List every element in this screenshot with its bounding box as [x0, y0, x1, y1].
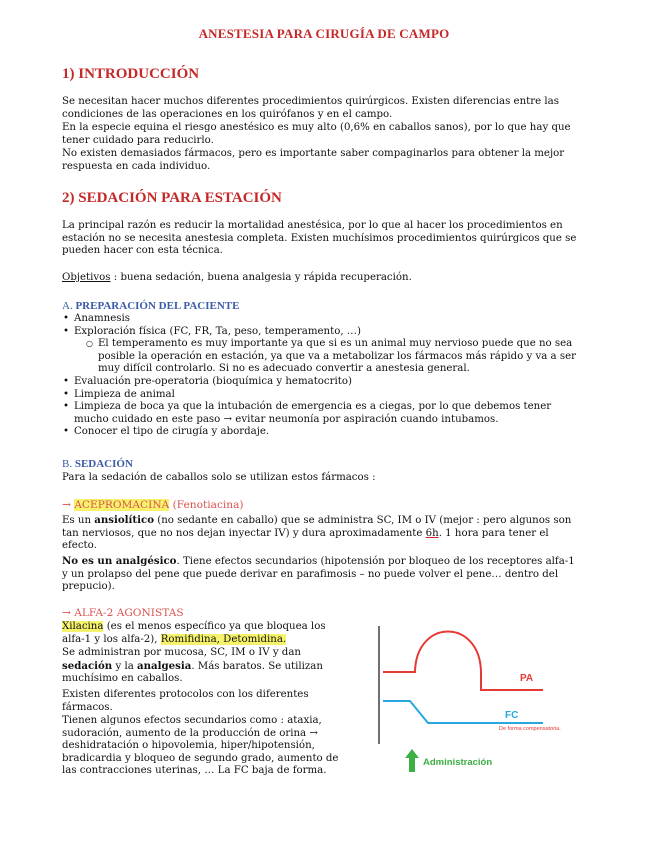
chart-legend-label: FC — [505, 710, 519, 721]
section-heading-sedacion-estacion: 2) SEDACIÓN PARA ESTACIÓN — [62, 190, 282, 206]
text-fragment: . Más baratos. Se utilizan muchísimo en caballos. — [62, 660, 323, 685]
administration-label: Administración — [423, 757, 493, 768]
drug-heading-alfa2: → ALFA-2 AGONISTAS — [62, 607, 184, 619]
document-title: ANESTESIA PARA CIRUGÍA DE CAMPO — [198, 26, 450, 41]
chart-series-line — [383, 632, 543, 691]
list-item: • Anamnesis — [62, 313, 582, 326]
sedation-drugs-intro: Para la sedación de caballos solo se utilizan estos fármacos : — [62, 472, 376, 483]
text-fragment: y la — [112, 660, 138, 672]
objectives-line — [62, 272, 582, 285]
list-item: • Evaluación pre-operatoria (bioquímica y hematocrito) — [62, 376, 582, 389]
acepromacina-paragraph-1 — [62, 514, 582, 553]
subsection-heading-sedacion — [62, 458, 133, 470]
drug-name-xilacina: Xilacina — [62, 621, 104, 632]
bold-term-no-analgesico: No es un analgésico — [62, 555, 177, 567]
intro-paragraph-1: Se necesitan hacer muchos diferentes procedimientos quirúrgicos. Existen diferencias entre las condiciones de las operaciones en los quirófanos y en el campo. — [62, 96, 559, 120]
list-item: • Limpieza de boca ya que la intubación de emergencia es a ciegas, por lo que debemos tener mucho cuidado en este paso → evitar neumonía por aspiración cuando intubamos. — [62, 401, 582, 426]
sedation-intro-paragraph: La principal razón es reducir la mortalidad anestésica, por lo que al hacer los procedimientos en estación no se necesita anestesia completa. Existen muchísimos procedimientos quirúrgicos que se pueden hacer con esta técnica. — [62, 220, 577, 257]
text-fragment: (no sedante en caballo) que se administra SC, IM o IV (mejor : pero algunos son tan nerviosos, que no nos dejan inyectar IV) y dura aproximadamente — [62, 515, 572, 539]
chart-legend-label: PA — [520, 673, 534, 684]
drug-family: (Fenotiacina) — [169, 499, 244, 511]
alfa2-paragraph-2 — [62, 647, 344, 686]
alfa2-paragraph-3: Existen diferentes protocolos con los diferentes fármacos. — [62, 689, 309, 713]
text-fragment: Es un — [62, 515, 95, 526]
alfa2-paragraph-1 — [62, 621, 344, 646]
alfa2-paragraph-4: Tienen algunos efectos secundarios como : ataxia, sudoración, aumento de la producción de orina → deshidratación o hipovolemia, hiper/hipotensión, bradicardia y bloqueo de segundo grado, aumento de las contracciones uterinas, … La FC baja de forma. — [62, 715, 339, 777]
drug-name-acepromacina: ACEPROMACINA — [74, 499, 170, 511]
objectives-text: : buena sedación, buena analgesia y rápida recuperación. — [110, 272, 412, 283]
subsection-title-preparacion: PREPARACIÓN DEL PACIENTE — [75, 300, 240, 312]
subsection-letter-b: B. — [62, 458, 73, 470]
subsection-heading-preparacion — [62, 300, 239, 312]
drug-arrow: → — [62, 499, 75, 511]
drug-heading-acepromacina — [62, 499, 244, 511]
text-fragment: Se administran por mucosa, SC, IM o IV y dan — [62, 647, 301, 658]
list-item: • Exploración física (FC, FR, Ta, peso, temperamento, …) — [62, 326, 582, 339]
acepromacina-paragraph-2 — [62, 555, 582, 594]
drug-names-romifidina-detomidina: Romifidina, Detomidina. — [160, 633, 287, 645]
chart-svg — [375, 622, 585, 780]
pa-fc-chart — [375, 622, 585, 780]
administration-arrow-icon — [405, 749, 419, 772]
subsection-letter-a: A. — [62, 300, 73, 312]
bold-term-analgesia: analgesia — [137, 659, 192, 672]
text-fragment: . Tiene efectos secundarios (hipotensión por bloqueo de los receptores alfa-1 y un prolapso del pene que puede derivar en parafimosis – no puede volver el pene… dentro del prepucio). — [62, 556, 575, 593]
preparation-list — [62, 313, 582, 439]
intro-paragraph-3: No existen demasiados fármacos, pero es importante saber compaginarlos para obtener la mejor respuesta en cada individuo. — [62, 148, 565, 172]
subsection-title-sedacion: SEDACIÓN — [74, 458, 133, 470]
duration-value: 6h — [425, 527, 439, 539]
list-item: • Limpieza de animal — [62, 389, 582, 402]
chart-annotation: De forma compensatoria. — [499, 726, 561, 732]
bold-term-ansiolitico: ansiolítico — [94, 514, 154, 526]
objectives-label: Objetivos — [62, 272, 111, 283]
chart-series-line — [383, 701, 543, 723]
list-item-nested: ○ El temperamento es muy importante ya que si es un animal muy nervioso puede que no sea posible la operación en estación, ya que va a metabolizar los fármacos más rápido y va a ser muy difícil controlarlo. Si no es adecuado convertir a anestesia general. — [62, 338, 582, 376]
bold-term-sedacion: sedación — [62, 659, 113, 672]
intro-paragraph-2: En la especie equina el riesgo anestésico es muy alto (0,6% en caballos sanos), por lo que hay que tener cuidado para reducirlo. — [62, 122, 571, 146]
list-item: • Conocer el tipo de cirugía y abordaje. — [62, 426, 582, 439]
text-fragment: (es el menos específico ya que bloquea los alfa-1 y los alfa-2), — [62, 621, 326, 645]
section-heading-introduccion: 1) INTRODUCCIÓN — [62, 66, 200, 82]
text-fragment: . 1 hora para tener el efecto. — [62, 527, 549, 552]
